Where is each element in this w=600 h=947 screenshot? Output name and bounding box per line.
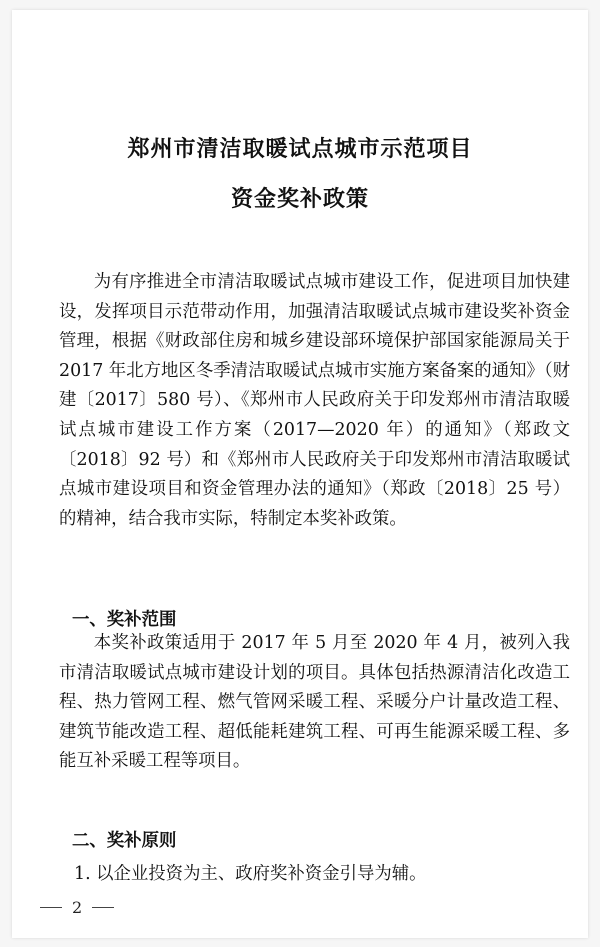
document-page xyxy=(12,10,588,938)
section2-item1: 1. 以企业投资为主、政府奖补资金引导为辅。 xyxy=(74,864,427,884)
document-title-line1: 郑州市清洁取暖试点城市示范项目 xyxy=(127,136,473,162)
section2-heading: 二、奖补原则 xyxy=(72,831,177,851)
page-footer xyxy=(40,898,114,917)
footer-dash-right xyxy=(92,907,114,908)
document-title-line2: 资金奖补政策 xyxy=(230,186,369,212)
page-number: 2 xyxy=(72,898,83,917)
intro-paragraph: 为有序推进全市清洁取暖试点城市建设工作，促进项目加快建设，发挥项目示范带动作用，加强清洁取暖试点城市建设奖补资金管理，根据《财政部住房和城乡建设部环境保护部国家能源局关于 2017 年北方地区冬季清洁取暖试点城市实施方案备案的通知》（财建〔2017〕580 号）、《郑州市人民政府关于印发郑州市清洁取暖试点城市建设工作方案（2017—2020 年）的通知》（郑政文〔2018〕92 号）和《郑州市人民政府关于印发郑州市清洁取暖试点城市建设项目和资金管理办法的通知》（郑政〔2018〕25 号）的精神，结合我市实际，特制定本奖补政策。 xyxy=(59,272,570,529)
section1-body: 本奖补政策适用于 2017 年 5 月至 2020 年 4 月，被列入我市清洁取暖试点城市建设计划的项目。具体包括热源清洁化改造工程、热力管网工程、燃气管网采暖工程、采暖分户计量改造工程、建筑节能改造工程、超低能耗建筑工程、可再生能源采暖工程、多能互补采暖工程等项目。 xyxy=(59,633,570,772)
footer-dash-left xyxy=(40,907,62,908)
section1-heading: 一、奖补范围 xyxy=(72,610,177,630)
